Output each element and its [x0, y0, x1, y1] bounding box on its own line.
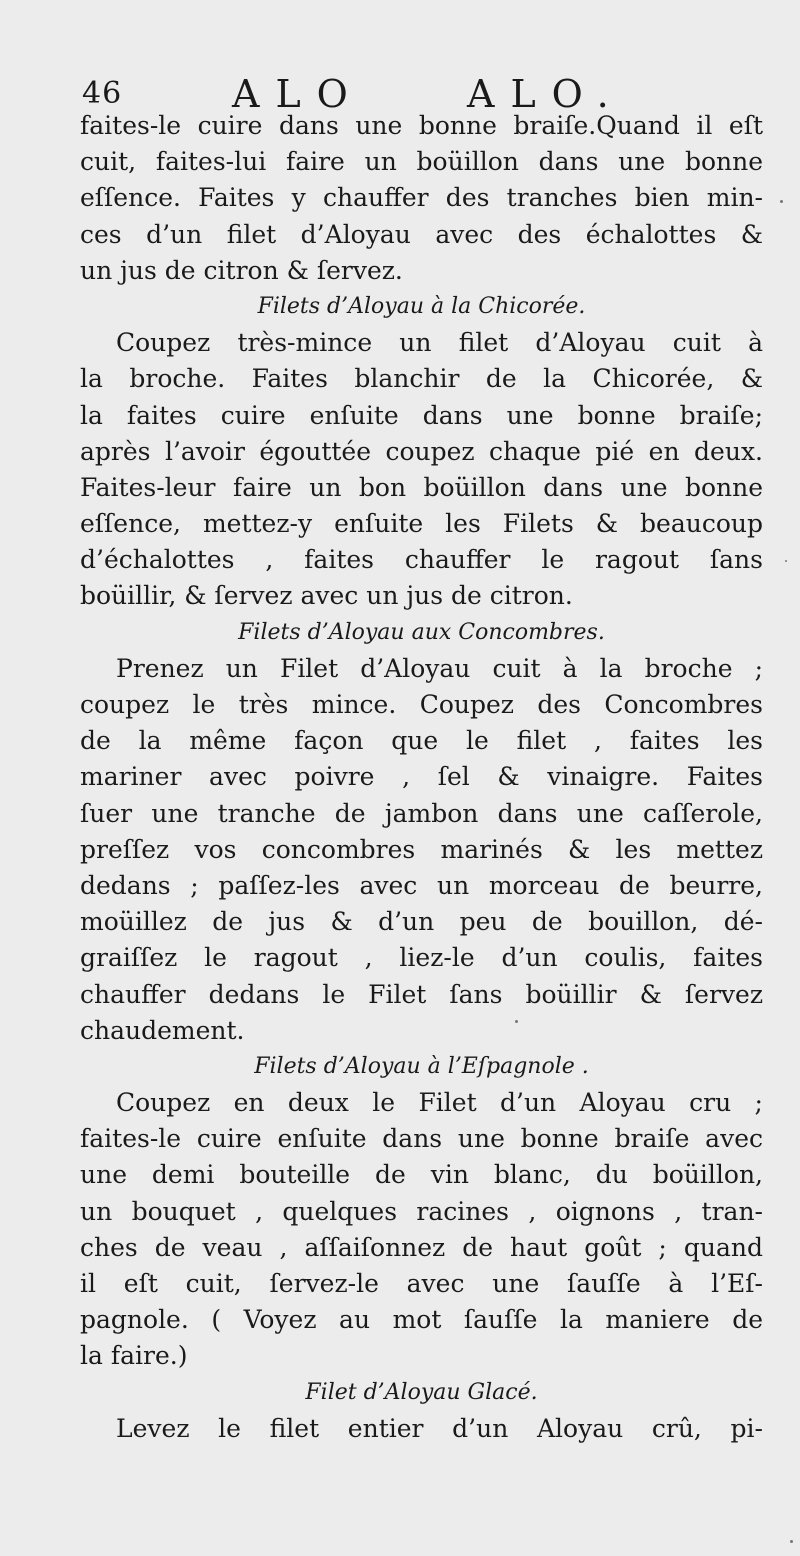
recipe-paragraph — [80, 1085, 763, 1375]
text-line: après l’avoir égouttée coupez chaque pié en deux. — [80, 436, 763, 466]
text-line: chauffer dedans le Filet ſans boüillir & ſervez — [80, 979, 763, 1009]
text-line: Coupez en deux le Filet d’un Aloyau cru ; — [116, 1088, 763, 1118]
text-line: dedans ; paſſez-les avec un morceau de beurre, — [80, 870, 763, 900]
page-number: 46 — [82, 76, 123, 111]
continued-paragraph — [80, 108, 763, 289]
text-line: eſſence. Faites y chauffer des tranches bien min- — [80, 183, 763, 213]
text-line: Coupez très-mince un filet d’Aloyau cuit à — [116, 328, 763, 358]
text-line: une demi bouteille de vin blanc, du boüillon, — [80, 1160, 763, 1190]
text-line: moüillez de jus & d’un peu de bouillon, dé- — [80, 907, 763, 937]
text-line: d’échalottes , faites chauffer le ragout ſans — [80, 545, 763, 575]
text-line: un jus de citron & ſervez. — [80, 255, 403, 285]
text-line: la faire.) — [80, 1341, 188, 1371]
text-line: boüillir, & ſervez avec un jus de citron. — [80, 581, 573, 611]
recipe-heading: Filets d’Aloyau à la Chicorée. — [257, 293, 586, 319]
text-line: il eſt cuit, ſervez-le avec une ſauſſe à l’Eſ- — [80, 1269, 763, 1298]
text-line: Prenez un Filet d’Aloyau cuit à la broche ; — [116, 653, 763, 683]
recipe-heading: Filet d’Aloyau Glacé. — [305, 1379, 538, 1405]
running-head-right: ALO. — [467, 72, 625, 116]
text-line: Levez le filet entier d’un Aloyau crû, pi- — [116, 1413, 763, 1443]
text-line: cuit, faites-lui faire un boüillon dans une bonne — [80, 147, 763, 177]
text-line: eſſence, mettez-y enſuite les Filets & beaucoup — [80, 509, 763, 539]
recipe-paragraph — [80, 1411, 763, 1447]
text-line: chaudement. — [80, 1015, 245, 1045]
text-line: un bouquet , quelques racines , oignons , tran- — [80, 1196, 763, 1226]
text-line: la faites cuire enſuite dans une bonne braiſe; — [80, 400, 763, 430]
text-line: faites-le cuire enſuite dans une bonne braiſe avec — [80, 1124, 763, 1154]
page-body — [80, 108, 763, 1447]
recipe-paragraph — [80, 651, 763, 1049]
recipe-paragraph — [80, 325, 763, 615]
print-speck — [785, 560, 787, 562]
recipe-heading: Filets d’Aloyau aux Concombres. — [238, 619, 605, 645]
print-speck — [515, 1020, 518, 1023]
text-line: ſuer une tranche de jambon dans une caſſerole, — [80, 798, 763, 828]
text-line: graiſſez le ragout , liez-le d’un coulis, faites — [80, 943, 763, 973]
text-line: coupez le très mince. Coupez des Concombres — [80, 690, 763, 719]
print-speck — [790, 1540, 793, 1543]
text-line: preſſez vos concombres marinés & les mettez — [80, 834, 763, 864]
text-line: faites-le cuire dans une bonne braiſe.Quand il eſt — [80, 111, 763, 140]
text-line: la broche. Faites blanchir de la Chicorée, & — [80, 364, 763, 394]
text-line: ces d’un filet d’Aloyau avec des échalottes & — [80, 219, 763, 249]
text-line: mariner avec poivre , ſel & vinaigre. Faites — [80, 762, 763, 792]
recipe-heading: Filets d’Aloyau à l’Eſpagnole . — [254, 1053, 589, 1079]
print-speck — [780, 200, 783, 203]
running-head-left: ALO — [232, 72, 364, 116]
text-line: de la même façon que le filet , faites les — [80, 726, 763, 756]
text-line: Faites-leur faire un bon boüillon dans une bonne — [80, 472, 763, 502]
text-line: ches de veau , aſſaiſonnez de haut goût ; quand — [80, 1232, 763, 1262]
text-line: pagnole. ( Voyez au mot ſauſſe la maniere de — [80, 1305, 763, 1335]
